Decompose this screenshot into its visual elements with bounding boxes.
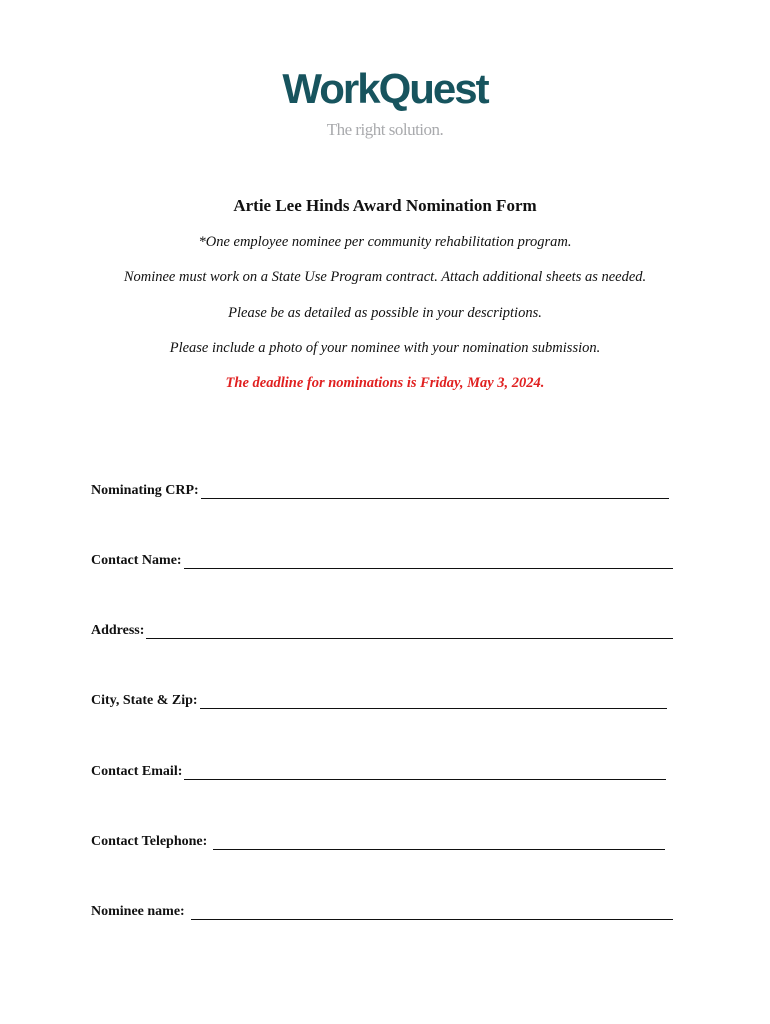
logo-tagline: The right solution. (326, 120, 444, 139)
logo-word-work: Work (282, 65, 379, 112)
field-label: Nominating CRP: (91, 483, 199, 498)
contact-name-input-line[interactable] (184, 552, 673, 569)
field-nominee-name (91, 903, 673, 920)
field-city-state-zip (91, 692, 667, 709)
workquest-logo (0, 64, 770, 140)
city-state-zip-input-line[interactable] (200, 692, 667, 709)
logo-word-quest: Quest (378, 65, 488, 112)
note-one-nominee: *One employee nominee per community rehabilitation program. (198, 234, 572, 250)
field-nominating-crp (91, 482, 669, 499)
field-contact-telephone (91, 833, 665, 850)
field-address (91, 622, 673, 639)
note-include-photo: Please include a photo of your nominee with your nomination submission. (169, 340, 601, 356)
deadline-notice: The deadline for nominations is Friday, May 3, 2024. (225, 375, 545, 391)
logo-wordmark (0, 64, 770, 114)
field-label: City, State & Zip: (91, 693, 198, 708)
nominee-name-input-line[interactable] (191, 903, 673, 920)
note-be-detailed: Please be as detailed as possible in your descriptions. (228, 305, 542, 321)
field-contact-email (91, 763, 666, 780)
field-label: Contact Telephone: (91, 834, 208, 849)
contact-telephone-input-line[interactable] (213, 833, 665, 850)
field-label: Address: (91, 623, 145, 638)
field-label: Contact Name: (91, 553, 182, 568)
field-label: Nominee name: (91, 904, 185, 919)
field-contact-name (91, 552, 673, 569)
note-state-use-contract: Nominee must work on a State Use Program contract. Attach additional sheets as needed. (123, 269, 647, 285)
field-label: Contact Email: (91, 764, 183, 779)
address-input-line[interactable] (146, 622, 673, 639)
form-title: Artie Lee Hinds Award Nomination Form (233, 196, 537, 215)
contact-email-input-line[interactable] (184, 763, 666, 780)
nominating-crp-input-line[interactable] (201, 482, 669, 499)
